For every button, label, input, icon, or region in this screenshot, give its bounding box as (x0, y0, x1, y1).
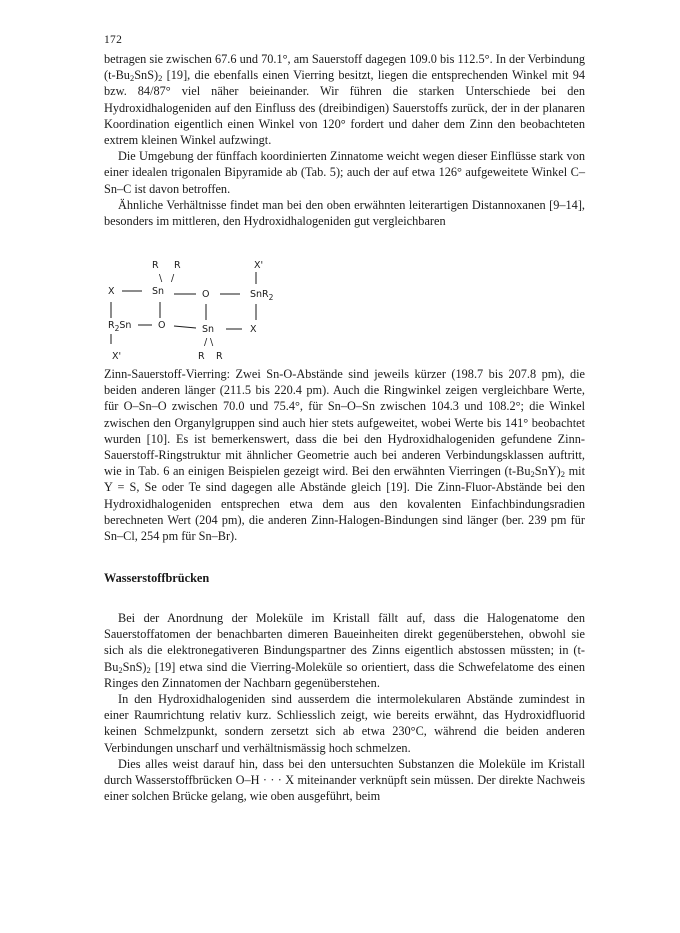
subscript: 2 (560, 469, 565, 480)
scheme-bond-top-left: \ (159, 273, 163, 284)
text-run: [19], die ebenfalls einen Vierring besitzt, liegen die entsprechenden Winkel mit 94 bzw. 84/87° viel näher beieinander. Wir führen die starken Unterschiede bei den Hydroxidhalogeniden auf den Einfluss des (dreibindigen) Sauerstoffs zurück, der in der planaren Koordination eigentlich einen Winkel von 120° fordert und daher dem Zinn den beobachteten extrem kleinen Winkel aufzwingt. (104, 68, 585, 148)
paragraph (104, 148, 585, 197)
scheme-r-bottom-left: R (198, 351, 205, 362)
text-block-mid (104, 366, 585, 544)
text-run: Bei der Anordnung der Moleküle im Kristall fällt auf, dass die Halogenatome den Sauerstoffatomen der benachbarten dimeren Baueinheiten direkt gegenüberstehen, obwohl sie sich als die elektronegativeren Bindungspartner des Zinns eigentlich abstossen müssten; in (t-Bu (104, 611, 585, 674)
scheme-r-top-left: R (152, 260, 159, 271)
scheme-r-bottom-right: R (216, 351, 223, 362)
scheme-o-bottom: O (158, 320, 166, 331)
paragraph (104, 756, 585, 805)
scheme-x-left: X (108, 286, 115, 297)
text-run: Dies alles weist darauf hin, dass bei den untersuchten Substanzen die Moleküle im Kristall durch Wasserstoffbrücken O–H · · · X miteinander verknüpft sein müssen. Der direkte Nachweis einer solchen Brücke gelang, wie oben ausgeführt, beim (104, 756, 585, 804)
text-run: betragen sie zwischen 67.6 und 70.1°, am Sauerstoff dagegen 109.0 bis 112.5°. In der Verbindung (t-Bu (104, 52, 585, 83)
text-run: Ähnliche Verhältnisse findet man bei den oben erwähnten leiterartigen Distannoxanen [9–14], besonders im mittleren, den Hydroxidhalogeniden gut vergleichbaren (104, 197, 585, 229)
subscript: 2 (158, 73, 163, 84)
text-run: SnY) (534, 464, 561, 479)
scheme-sn-top: Sn (152, 286, 165, 297)
section-heading: Wasserstoffbrücken (104, 571, 210, 585)
text-run: [19] etwa sind die Vierring-Moleküle so orientiert, dass die Schwefelatome des einen Ringes den Zinnatomen der Nachbarn gegenüberstehen. (104, 659, 585, 690)
scheme-xp-top: X' (254, 260, 264, 271)
text-block-bottom (104, 610, 585, 804)
scheme-bond-bottom-right: \ (210, 337, 214, 348)
scheme-x-right: X (250, 324, 257, 335)
paragraph (104, 51, 585, 148)
subscript: 2 (129, 73, 135, 84)
tin-oxygen-ring-scheme (108, 258, 368, 368)
paragraph (104, 197, 585, 229)
text-run: Die Umgebung der fünffach koordinierten Zinnatome weicht wegen dieser Einflüsse stark von einer idealen trigonalen Bipyramide ab (Tab. 5); auch der auf etwa 126° aufgeweitete Winkel C–Sn–C ist davon betroffen. (104, 149, 585, 196)
paragraph (104, 366, 585, 544)
scheme-bond-bottom-left: / (204, 337, 208, 348)
text-run: Zinn-Sauerstoff-Vierring: Zwei Sn-O-Abstände sind jeweils kürzer (198.7 bis 207.8 pm), die beiden anderen länger (211.5 bis 220.4 pm). Auch die Ringwinkel zeigen vergleichbare Werte, für O–Sn–O zwischen 70.0 und 75.4°, für Sn–O–Sn zwischen 104.3 und 108.2°; die Winkel zwischen den Organylgruppen sind auch hier stets aufgeweitet, wobei Werte bis 141° beobachtet wurden [10]. Es ist bemerkenswert, dass die bei den Hydroxidhalogeniden gefundene Zinn-Sauerstoff-Ringstruktur mit ähnlicher Geometrie auch bei anderen Verbindungsklassen auftritt, wie in Tab. 6 an einigen Beispielen gezeigt wird. Bei den erwähnten Vierringen (t-Bu (104, 367, 585, 479)
scheme-bond-o-sn-bottom (174, 326, 196, 328)
subscript: 2 (146, 664, 151, 675)
paragraph (104, 691, 585, 756)
text-block-top (104, 51, 585, 229)
scheme-xp-bottom: X' (112, 351, 122, 362)
scheme-r-top-right: R (174, 260, 181, 271)
text-run: In den Hydroxidhalogeniden sind ausserdem die intermolekularen Abstände zumindest in einer Raumrichtung relativ kurz. Schliesslich zeigt, wie bereits erwähnt, das Hydroxidfluorid keinen Schmelzpunkt, sondern zersetzt sich ab etwa 230°C, während die beiden anderen Verbindungen unscharf und verhältnismässig hoch schmelzen. (104, 692, 585, 755)
paragraph (104, 610, 585, 691)
page-number: 172 (104, 34, 123, 46)
scheme-bond-top-right: / (171, 273, 175, 284)
subscript: 2 (118, 664, 123, 675)
scheme-r2sn: $R_2Sn$ (108, 320, 132, 333)
scheme-sn-bottom: Sn (202, 324, 215, 335)
subscript: 2 (530, 469, 535, 480)
text-run: SnS) (134, 68, 159, 83)
text-run: SnS) (122, 659, 147, 674)
scheme-snr2: SnR$_2$ (250, 289, 274, 302)
text-run: mit Y = S, Se oder Te sind dagegen alle Abstände gleich [19]. Die Zinn-Fluor-Abstände bei den Hydroxidhalogeniden entsprechen etwa dem aus den kovalenten Einfachbindungsradien berechneten Wert (204 pm), die anderen Zinn-Halogen-Bindungen sind länger (ber. 239 pm für Sn–Cl, 254 pm für Sn–Br). (104, 464, 585, 544)
scheme-o-top: O (202, 289, 210, 300)
